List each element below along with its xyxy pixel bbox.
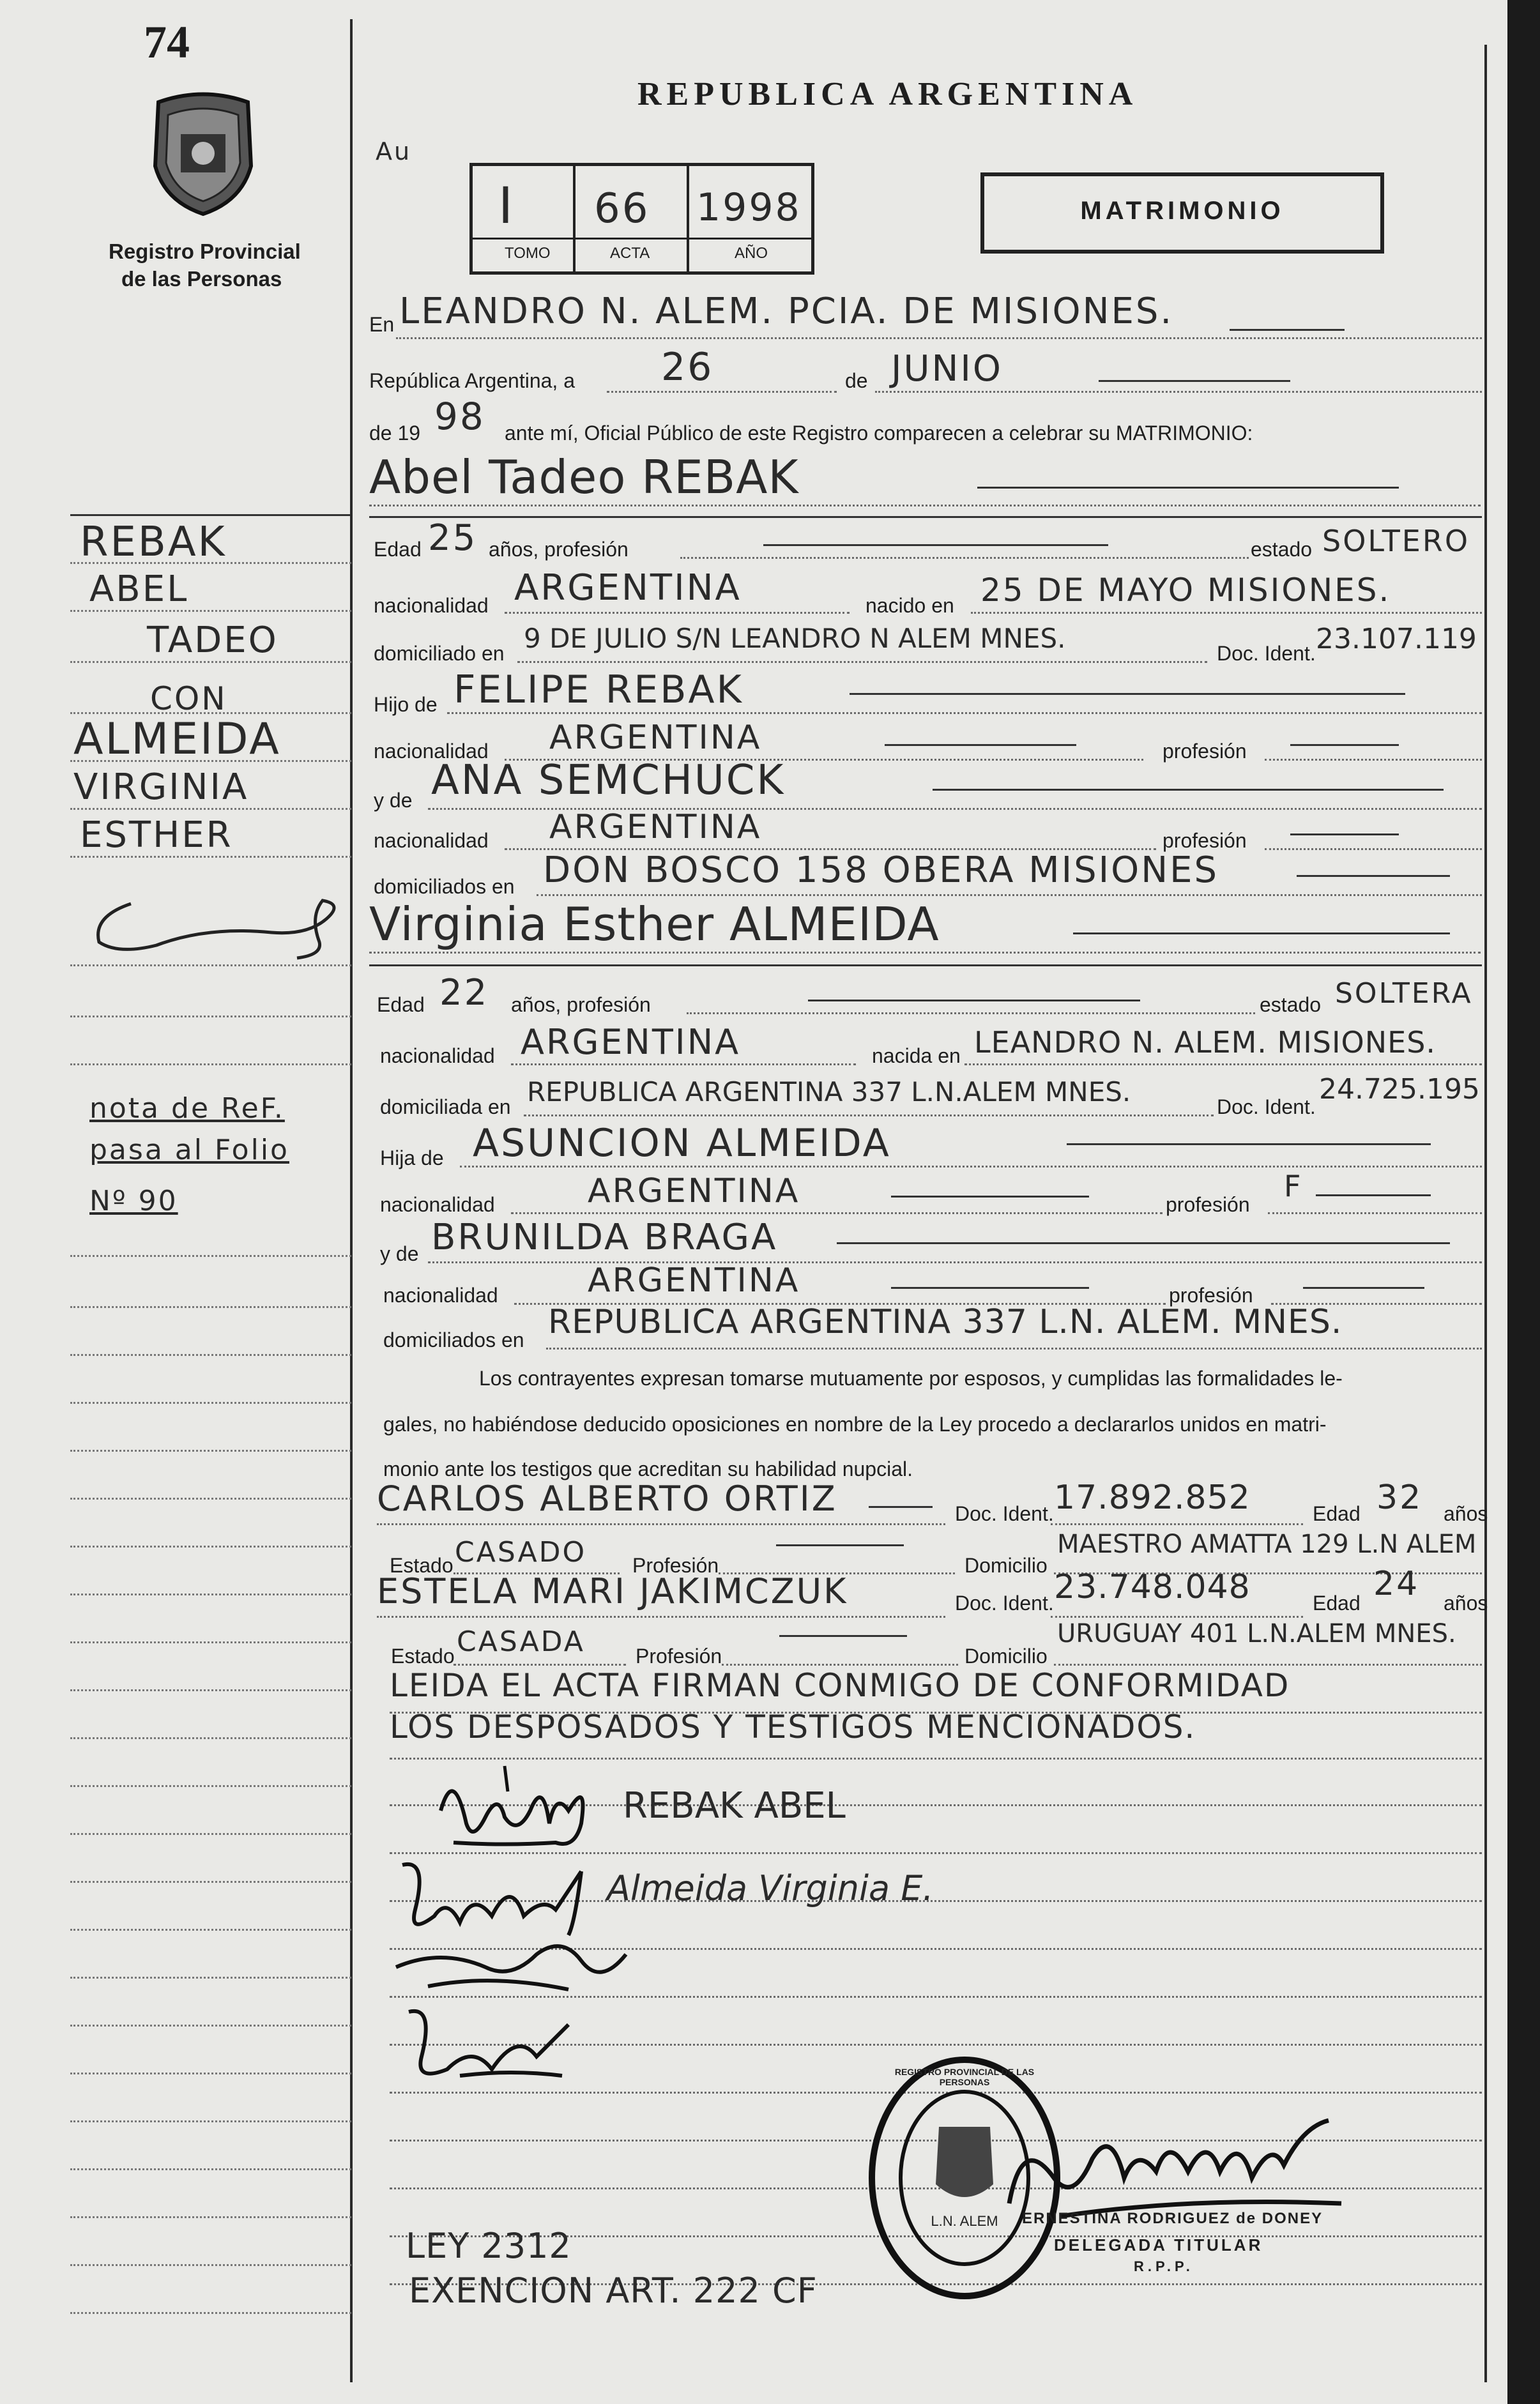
groom-parents-domiciliados-label: domiciliados en: [374, 875, 515, 898]
intro-republica-label: República Argentina, a: [369, 369, 575, 392]
folio-number: 74: [144, 17, 190, 68]
handwritten-initial: Au: [376, 137, 412, 165]
province-seal-icon: [146, 89, 261, 217]
groom-father: FELIPE REBAK: [454, 667, 743, 712]
round-seal-text: REGISTRO PROVINCIAL DE LAS PERSONAS: [894, 2067, 1035, 2087]
groom-y-de-label: y de: [374, 789, 413, 812]
bride-parents-address: REPUBLICA ARGENTINA 337 L.N. ALEM. MNES.: [548, 1303, 1343, 1341]
groom-nacionalidad-label: nacionalidad: [374, 594, 489, 617]
witness1-edad-label: Edad: [1313, 1502, 1361, 1525]
bride-father: ASUNCION ALMEIDA: [473, 1121, 891, 1166]
bride-y-de-label: y de: [380, 1242, 419, 1265]
witness1-doc: 17.892.852: [1054, 1479, 1251, 1517]
intro-de-label: de: [845, 369, 868, 392]
groom-estado: SOLTERO: [1322, 524, 1470, 558]
bride-signature: [390, 1852, 620, 1942]
intro-ante-text: ante mí, Oficial Público de este Registro comparecen a celebrar su MATRIMONIO:: [505, 422, 1253, 445]
bride-mother-nacionalidad-label: nacionalidad: [383, 1284, 498, 1307]
groom-estado-label: estado: [1251, 538, 1313, 561]
margin-con: CON: [150, 680, 227, 717]
witness1-anos-label: años: [1444, 1502, 1488, 1525]
acta-value: 66: [594, 185, 650, 232]
law-line1: LEY 2312: [406, 2226, 572, 2266]
margin-name-esther: ESTHER: [80, 814, 233, 856]
right-border-rule: [1484, 45, 1487, 2382]
declaration-line3: monio ante los testigos que acreditan su habilidad nupcial.: [383, 1457, 913, 1480]
groom-nationality: ARGENTINA: [514, 567, 742, 609]
bride-parents-domiciliados-label: domiciliados en: [383, 1328, 524, 1351]
official-stamp-name: ERNESTINA RODRIGUEZ de DONEY: [1022, 2210, 1323, 2227]
groom-father-nacionalidad-label: nacionalidad: [374, 740, 489, 763]
bride-estado-label: estado: [1260, 993, 1322, 1016]
official-stamp-title: DELEGADA TITULAR: [1054, 2235, 1263, 2255]
margin-surname-bride: ALMEIDA: [73, 714, 281, 765]
margin-name-virginia: VIRGINIA: [73, 766, 249, 808]
declaration-line2: gales, no habiéndose deducido oposiciones en nombre de la Ley procedo a declararlos unidos en matri-: [383, 1413, 1327, 1436]
witness2-anos-label: años: [1444, 1592, 1488, 1615]
left-column-rule: [350, 19, 353, 2382]
bride-father-nacionalidad-label: nacionalidad: [380, 1193, 495, 1216]
margin-reference-line1: nota de ReF.: [89, 1092, 285, 1125]
witness1-estado: CASADO: [455, 1536, 587, 1569]
bride-full-name: Virginia Esther ALMEIDA: [369, 897, 940, 951]
record-type-box: [980, 172, 1384, 254]
witness1-domicilio-label: Domicilio: [964, 1554, 1048, 1577]
groom-signature: [428, 1753, 620, 1855]
bride-signature-name: Almeida Virginia E.: [607, 1868, 934, 1908]
margin-surname-groom: REBAK: [80, 519, 227, 566]
intro-month: JUNIO: [891, 348, 1003, 390]
groom-father-profesion-label: profesión: [1163, 740, 1247, 763]
bride-nacionalidad-label: nacionalidad: [380, 1044, 495, 1067]
witness2-profesion-label: Profesión: [636, 1645, 722, 1668]
groom-anos-profesion-label: años, profesión: [489, 538, 629, 561]
intro-en-label: En: [369, 313, 395, 336]
bride-father-profession: F: [1284, 1169, 1303, 1203]
witness2-address: URUGUAY 401 L.N.ALEM MNES.: [1057, 1619, 1456, 1648]
record-number-box: [469, 163, 814, 275]
bride-father-nationality: ARGENTINA: [588, 1172, 800, 1210]
margin-closing-flourish: [80, 891, 348, 968]
margin-name-abel: ABEL: [89, 568, 189, 610]
country-title: REPUBLICA ARGENTINA: [637, 76, 1138, 112]
bride-father-profesion-label: profesión: [1166, 1193, 1250, 1216]
groom-section-rule: [369, 516, 1482, 518]
bride-anos-profesion-label: años, profesión: [511, 993, 651, 1016]
round-seal-center: L.N. ALEM: [931, 2213, 998, 2229]
bride-address: REPUBLICA ARGENTINA 337 L.N.ALEM MNES.: [527, 1076, 1131, 1107]
witness1-doc-label: Doc. Ident.: [955, 1502, 1054, 1525]
groom-nacido-label: nacido en: [865, 594, 954, 617]
margin-name-tadeo: TADEO: [147, 620, 278, 661]
registry-name-line1: Registro Provincial: [109, 240, 301, 263]
intro-year-suffix: 98: [434, 395, 485, 438]
anio-value: 1998: [696, 185, 802, 230]
bride-mother-profesion-label: profesión: [1169, 1284, 1253, 1307]
declaration-line1: Los contrayentes expresan tomarse mutuamente por esposos, y cumplidas las formalidades le-: [479, 1367, 1343, 1390]
witness2-domicilio-label: Domicilio: [964, 1645, 1048, 1668]
groom-doc-label: Doc. Ident.: [1217, 642, 1316, 665]
margin-reference-line3: Nº 90: [89, 1185, 178, 1217]
bride-nacida-label: nacida en: [872, 1044, 961, 1067]
margin-top-rule: [70, 514, 350, 516]
record-type: MATRIMONIO: [1080, 197, 1285, 225]
witness2-estado: CASADA: [457, 1625, 585, 1658]
groom-edad-label: Edad: [374, 538, 422, 561]
groom-father-nationality: ARGENTINA: [549, 719, 762, 757]
witness2-edad-label: Edad: [1313, 1592, 1361, 1615]
bride-doc: 24.725.195: [1319, 1073, 1480, 1106]
groom-parents-address: DON BOSCO 158 OBERA MISIONES: [543, 849, 1219, 891]
official-stamp-office: R.P.P.: [1134, 2258, 1194, 2274]
witness1-signature: [390, 1929, 632, 1999]
witness1-age: 32: [1376, 1479, 1423, 1517]
intro-day: 26: [661, 345, 714, 390]
bride-estado: SOLTERA: [1335, 977, 1473, 1010]
margin-reference-line2: pasa al Folio: [89, 1134, 289, 1166]
anio-label: AÑO: [735, 245, 768, 262]
witness2-signature: [396, 1993, 588, 2088]
intro-place: LEANDRO N. ALEM. PCIA. DE MISIONES.: [399, 291, 1174, 332]
witness1-estado-label: Estado: [390, 1554, 454, 1577]
witness1-name: CARLOS ALBERTO ORTIZ: [377, 1479, 837, 1519]
bride-age: 22: [439, 972, 489, 1014]
groom-full-name: Abel Tadeo REBAK: [369, 450, 799, 504]
groom-doc: 23.107.119: [1316, 623, 1477, 655]
closing-line2: LOS DESPOSADOS Y TESTIGOS MENCIONADOS.: [390, 1708, 1196, 1746]
witness2-age: 24: [1373, 1565, 1420, 1603]
groom-mother-nationality: ARGENTINA: [549, 808, 762, 846]
witness2-estado-label: Estado: [391, 1645, 455, 1668]
groom-signature-name: REBAK ABEL: [623, 1785, 846, 1827]
groom-domiciliado-label: domiciliado en: [374, 642, 505, 665]
bride-nationality: ARGENTINA: [521, 1022, 741, 1062]
bride-mother-nationality: ARGENTINA: [588, 1261, 800, 1300]
bride-domiciliada-label: domiciliada en: [380, 1095, 511, 1118]
bride-doc-label: Doc. Ident.: [1217, 1095, 1316, 1118]
groom-mother-profesion-label: profesión: [1163, 829, 1247, 852]
tomo-label: TOMO: [505, 245, 551, 262]
witness2-doc: 23.748.048: [1054, 1568, 1251, 1606]
law-line2: EXENCION ART. 222 CF: [409, 2271, 818, 2311]
bride-edad-label: Edad: [377, 993, 425, 1016]
witness2-doc-label: Doc. Ident.: [955, 1592, 1054, 1615]
registry-name-line2: de las Personas: [121, 267, 282, 291]
groom-mother: ANA SEMCHUCK: [431, 757, 786, 804]
closing-line1: LEIDA EL ACTA FIRMAN CONMIGO DE CONFORMIDAD: [390, 1667, 1290, 1704]
acta-label: ACTA: [610, 245, 650, 262]
bride-birthplace: LEANDRO N. ALEM. MISIONES.: [974, 1025, 1437, 1060]
witness1-address: MAESTRO AMATTA 129 L.N ALEM: [1057, 1530, 1477, 1559]
groom-age: 25: [428, 517, 478, 559]
witness1-profesion-label: Profesión: [632, 1554, 719, 1577]
groom-hijo-label: Hijo de: [374, 693, 438, 716]
groom-birthplace: 25 DE MAYO MISIONES.: [980, 572, 1391, 609]
bride-mother: BRUNILDA BRAGA: [431, 1217, 778, 1258]
bride-hija-label: Hija de: [380, 1146, 444, 1169]
tomo-value: I: [498, 178, 515, 235]
groom-address: 9 DE JULIO S/N LEANDRO N ALEM MNES.: [524, 623, 1066, 654]
groom-mother-nacionalidad-label: nacionalidad: [374, 829, 489, 852]
witness2-name: ESTELA MARI JAKIMCZUK: [377, 1571, 848, 1611]
bride-section-rule: [369, 964, 1482, 966]
intro-year-prefix: de 19: [369, 422, 421, 445]
